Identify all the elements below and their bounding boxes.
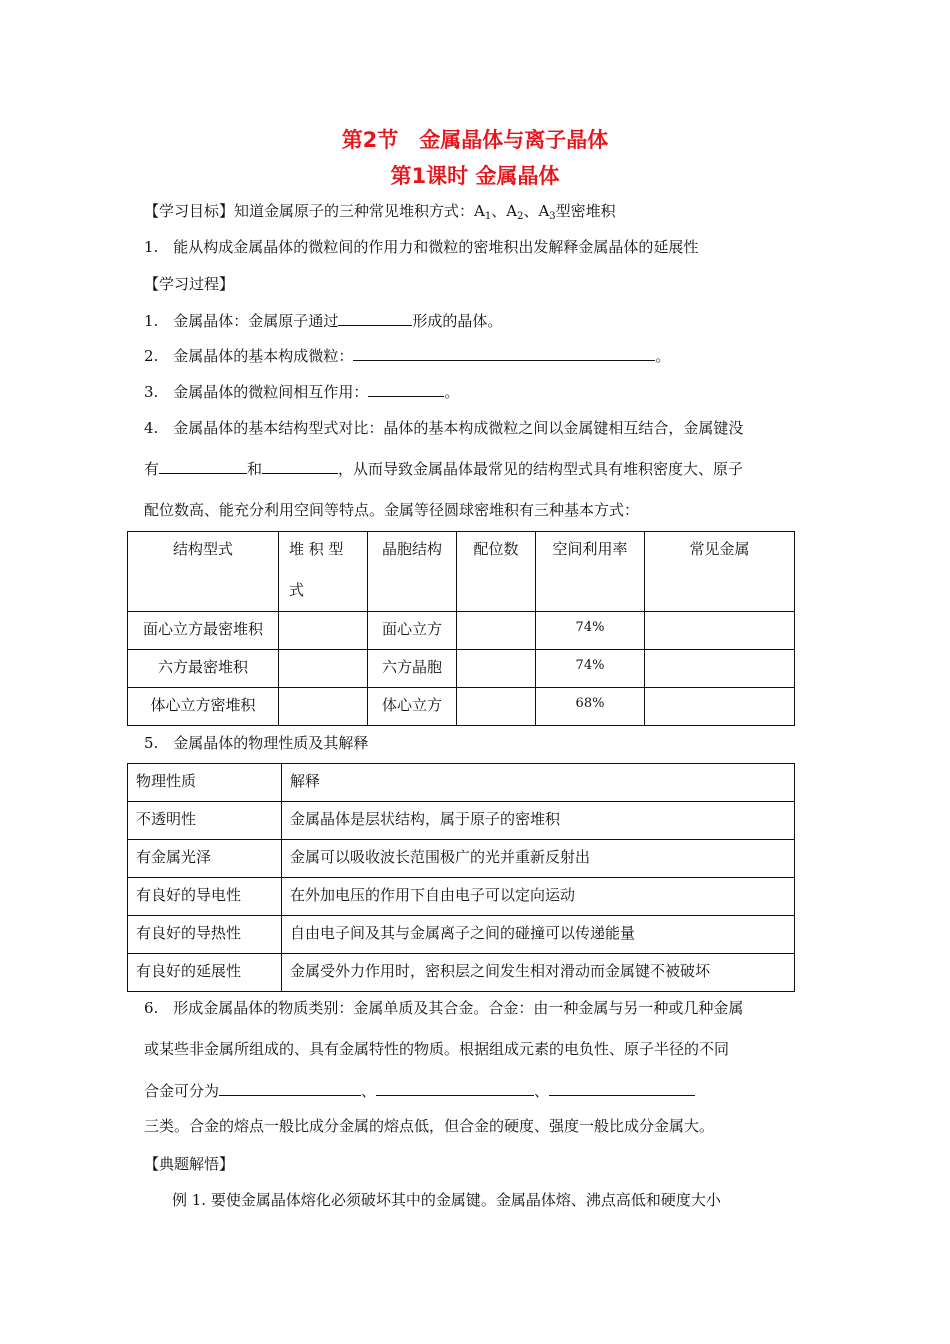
table-cell[interactable] xyxy=(457,612,536,650)
packing-table xyxy=(127,531,795,726)
goal-label: 【学习目标】 xyxy=(144,202,235,220)
table-row xyxy=(128,688,795,726)
header-cell: 晶胞结构 xyxy=(368,532,457,612)
table-cell[interactable] xyxy=(645,612,795,650)
header-cell: 物理性质 xyxy=(128,764,282,802)
table-cell: 有金属光泽 xyxy=(128,840,282,878)
table-cell[interactable] xyxy=(279,650,368,688)
table-cell: 六方最密堆积 xyxy=(128,650,279,688)
question-1-text: 1. 金属晶体：金属原子通过 xyxy=(144,312,339,330)
question-1-tail: 形成的晶体。 xyxy=(412,312,503,330)
table-cell: 面心立方 xyxy=(368,612,457,650)
question-6-text: 合金可分为 xyxy=(144,1082,220,1100)
table-row xyxy=(128,612,795,650)
table-cell[interactable] xyxy=(279,688,368,726)
question-1 xyxy=(144,310,502,331)
table-row xyxy=(128,916,795,954)
table-cell: 有良好的导热性 xyxy=(128,916,282,954)
header-cell: 配位数 xyxy=(457,532,536,612)
answer-blank-2[interactable] xyxy=(353,346,655,361)
question-3-tail: 。 xyxy=(444,383,460,401)
table-cell: 金属可以吸收波长范围极广的光并重新反射出 xyxy=(282,840,795,878)
table-cell: 体心立方 xyxy=(368,688,457,726)
table-cell: 金属受外力作用时，密积层之间发生相对滑动而金属键不被破坏 xyxy=(282,954,795,992)
table-cell[interactable] xyxy=(645,688,795,726)
header-cell xyxy=(279,532,368,612)
question-4-text-b: 和 xyxy=(247,460,263,478)
header-cell: 解释 xyxy=(282,764,795,802)
answer-blank-4b[interactable] xyxy=(262,459,338,474)
question-4-line-3: 配位数高、能充分利用空间等特点。金属等径圆球密堆积有三种基本方式： xyxy=(144,501,640,519)
goal-sub-3: 3 xyxy=(549,211,556,222)
table-cell: 面心立方最密堆积 xyxy=(128,612,279,650)
table-cell: 自由电子间及其与金属离子之间的碰撞可以传递能量 xyxy=(282,916,795,954)
answer-blank-4a[interactable] xyxy=(159,459,247,474)
example-1: 例 1. 要使金属晶体熔化必须破坏其中的金属键。金属晶体熔、沸点高低和硬度大小 xyxy=(172,1191,721,1209)
header-cell: 常见金属 xyxy=(645,532,795,612)
example-label: 【典题解悟】 xyxy=(144,1155,235,1173)
goal-sub-2: 2 xyxy=(517,211,524,222)
table-cell: 74% xyxy=(536,612,645,650)
question-2-text: 2. 金属晶体的基本构成微粒： xyxy=(144,347,354,365)
table-row xyxy=(128,954,795,992)
answer-blank-6a[interactable] xyxy=(219,1081,361,1096)
header-cell-line: 堆 积 型 xyxy=(289,540,344,558)
answer-blank-1[interactable] xyxy=(338,311,412,326)
table-header-row xyxy=(128,764,795,802)
table-cell: 68% xyxy=(536,688,645,726)
table-cell[interactable] xyxy=(457,688,536,726)
question-6-separator: 、 xyxy=(361,1082,377,1100)
goal-sep-1: 、A xyxy=(491,202,518,220)
table-cell: 在外加电压的作用下自由电子可以定向运动 xyxy=(282,878,795,916)
question-4-text-c: ，从而导致金属晶体最常见的结构型式具有堆积密度大、原子 xyxy=(338,460,744,478)
process-label: 【学习过程】 xyxy=(144,275,235,293)
answer-blank-6b[interactable] xyxy=(376,1081,534,1096)
table-cell: 不透明性 xyxy=(128,802,282,840)
question-2 xyxy=(144,345,670,366)
question-6-separator: 、 xyxy=(534,1082,550,1100)
question-6-line-4: 三类。合金的熔点一般比成分金属的熔点低，但合金的硬度、强度一般比成分金属大。 xyxy=(144,1117,715,1135)
table-cell: 体心立方密堆积 xyxy=(128,688,279,726)
table-row xyxy=(128,840,795,878)
lesson-title: 第1课时 金属晶体 xyxy=(390,164,560,188)
header-cell-line: 式 xyxy=(289,581,305,599)
answer-blank-6c[interactable] xyxy=(549,1081,695,1096)
table-cell: 74% xyxy=(536,650,645,688)
header-cell: 结构型式 xyxy=(128,532,279,612)
learning-goal xyxy=(144,200,616,222)
goal-item-1: 1. 能从构成金属晶体的微粒间的作用力和微粒的密堆积出发解释金属晶体的延展性 xyxy=(144,238,699,256)
table-cell: 有良好的导电性 xyxy=(128,878,282,916)
question-3 xyxy=(144,381,459,402)
properties-table xyxy=(127,763,795,992)
header-cell: 空间利用率 xyxy=(536,532,645,612)
table-cell[interactable] xyxy=(645,650,795,688)
table-row xyxy=(128,650,795,688)
question-6-line-3 xyxy=(144,1080,695,1101)
question-6-line-2: 或某些非金属所组成的、具有金属特性的物质。根据组成元素的电负性、原子半径的不同 xyxy=(144,1040,730,1058)
goal-sub-1: 1 xyxy=(484,211,492,222)
question-4-line-2 xyxy=(144,458,743,479)
section-title: 第2节 金属晶体与离子晶体 xyxy=(341,128,609,152)
question-3-text: 3. 金属晶体的微粒间相互作用： xyxy=(144,383,369,401)
question-4-text-a: 有 xyxy=(144,460,160,478)
table-cell[interactable] xyxy=(279,612,368,650)
table-cell[interactable] xyxy=(457,650,536,688)
table-cell: 有良好的延展性 xyxy=(128,954,282,992)
table-header-row xyxy=(128,532,795,612)
table-cell: 金属晶体是层状结构，属于原子的密堆积 xyxy=(282,802,795,840)
question-5: 5. 金属晶体的物理性质及其解释 xyxy=(144,734,369,752)
table-row xyxy=(128,802,795,840)
answer-blank-3[interactable] xyxy=(368,382,444,397)
question-4-line-1: 4. 金属晶体的基本结构型式对比：晶体的基本构成微粒之间以金属键相互结合，金属键没 xyxy=(144,419,744,437)
goal-text: 知道金属原子的三种常见堆积方式：A xyxy=(234,202,485,220)
table-cell: 六方晶胞 xyxy=(368,650,457,688)
question-6-line-1: 6. 形成金属晶体的物质类别：金属单质及其合金。合金：由一种金属与另一种或几种金属 xyxy=(144,999,744,1017)
goal-text-after: 型密堆积 xyxy=(555,202,616,220)
goal-sep-2: 、A xyxy=(523,202,550,220)
table-row xyxy=(128,878,795,916)
question-2-tail: 。 xyxy=(655,347,671,365)
